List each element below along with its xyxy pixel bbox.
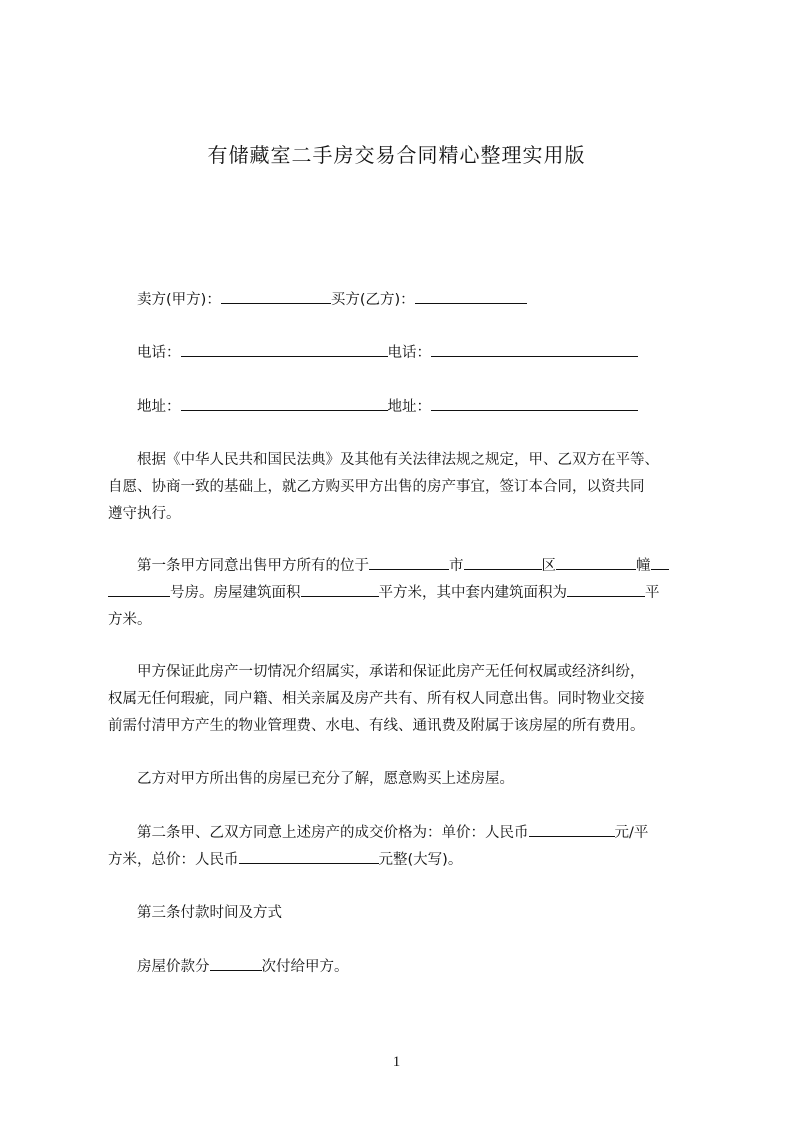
party-names-row — [137, 287, 527, 314]
area-unit-start: 平 — [645, 585, 660, 601]
article1-text-intro: 第一条甲方同意出售甲方所有的位于 — [137, 558, 369, 574]
inner-area-text: 平方米，其中套内建筑面积为 — [378, 585, 567, 601]
building-blank[interactable] — [651, 554, 669, 570]
guarantee-line-3: 前需付清甲方产生的物业管理费、水电、有线、通讯费及附属于该房屋的所有费用。 — [108, 718, 645, 734]
district-label: 区 — [541, 558, 556, 574]
district-blank[interactable] — [556, 554, 636, 570]
article2-line-2 — [108, 847, 462, 874]
inner-area-blank[interactable] — [567, 581, 645, 597]
seller-phone-label: 电话： — [137, 345, 181, 361]
guarantee-line-1: 甲方保证此房产一切情况介绍属实，承诺和保证此房产无任何权属或经济纠纷， — [137, 664, 645, 680]
total-price-blank[interactable] — [239, 848, 379, 864]
preamble-line-2: 自愿、协商一致的基础上，就乙方购买甲方出售的房产事宜，签订本合同，以资共同 — [108, 479, 645, 495]
phone-row — [137, 340, 638, 367]
room-number-blank[interactable] — [108, 581, 170, 597]
city-blank[interactable] — [464, 554, 542, 570]
total-price-suffix: 元整(大写)。 — [378, 852, 463, 868]
unit-price-blank[interactable] — [529, 821, 615, 837]
installments-pre: 房屋价款分 — [137, 959, 210, 975]
seller-address-label: 地址： — [137, 399, 181, 415]
address-row — [137, 394, 638, 421]
seller-address-blank[interactable] — [181, 395, 388, 411]
buyer-address-label: 地址： — [387, 399, 431, 415]
article3-heading: 第三条付款时间及方式 — [137, 905, 282, 921]
buyer-phone-label: 电话： — [387, 345, 431, 361]
installments-row — [137, 954, 349, 981]
guarantee-line-2: 权属无任何瑕疵，同户籍、相关亲属及房产共有、所有权人同意出售。同时物业交接 — [108, 691, 645, 707]
document-title: 有储藏室二手房交易合同精心整理实用版 — [207, 143, 586, 167]
seller-name-blank[interactable] — [221, 288, 331, 304]
installments-post: 次付给甲方。 — [261, 959, 349, 975]
seller-phone-blank[interactable] — [181, 341, 388, 357]
article1-line-1 — [137, 553, 669, 580]
article1-line-3: 方米。 — [108, 612, 152, 628]
building-area-blank[interactable] — [301, 581, 379, 597]
price-text: 第二条甲、乙双方同意上述房产的成交价格为：单价：人民币 — [137, 825, 529, 841]
area-text: 号房。房屋建筑面积 — [170, 585, 301, 601]
unit-price-unit: 元/平 — [614, 825, 649, 841]
total-price-text: 方米，总价：人民币 — [108, 852, 239, 868]
buyer-address-blank[interactable] — [431, 395, 638, 411]
city-label: 市 — [449, 558, 464, 574]
seller-label: 卖方(甲方)： — [137, 292, 221, 308]
installments-blank[interactable] — [210, 955, 262, 971]
page-number: 1 — [392, 1054, 401, 1070]
article2-line-1 — [137, 820, 648, 847]
preamble-line-1: 根据《中华人民共和国民法典》及其他有关法律法规之规定，甲、乙双方在平等、 — [137, 452, 659, 468]
buyer-acknowledgement: 乙方对甲方所出售的房屋已充分了解，愿意购买上述房屋。 — [137, 771, 514, 787]
location-blank[interactable] — [369, 554, 449, 570]
preamble-line-3: 遵守执行。 — [108, 506, 181, 522]
buyer-name-blank[interactable] — [415, 288, 527, 304]
article1-line-2 — [108, 580, 660, 607]
buyer-phone-blank[interactable] — [431, 341, 638, 357]
building-label: 幢 — [636, 558, 651, 574]
buyer-label: 买方(乙方)： — [330, 292, 415, 308]
